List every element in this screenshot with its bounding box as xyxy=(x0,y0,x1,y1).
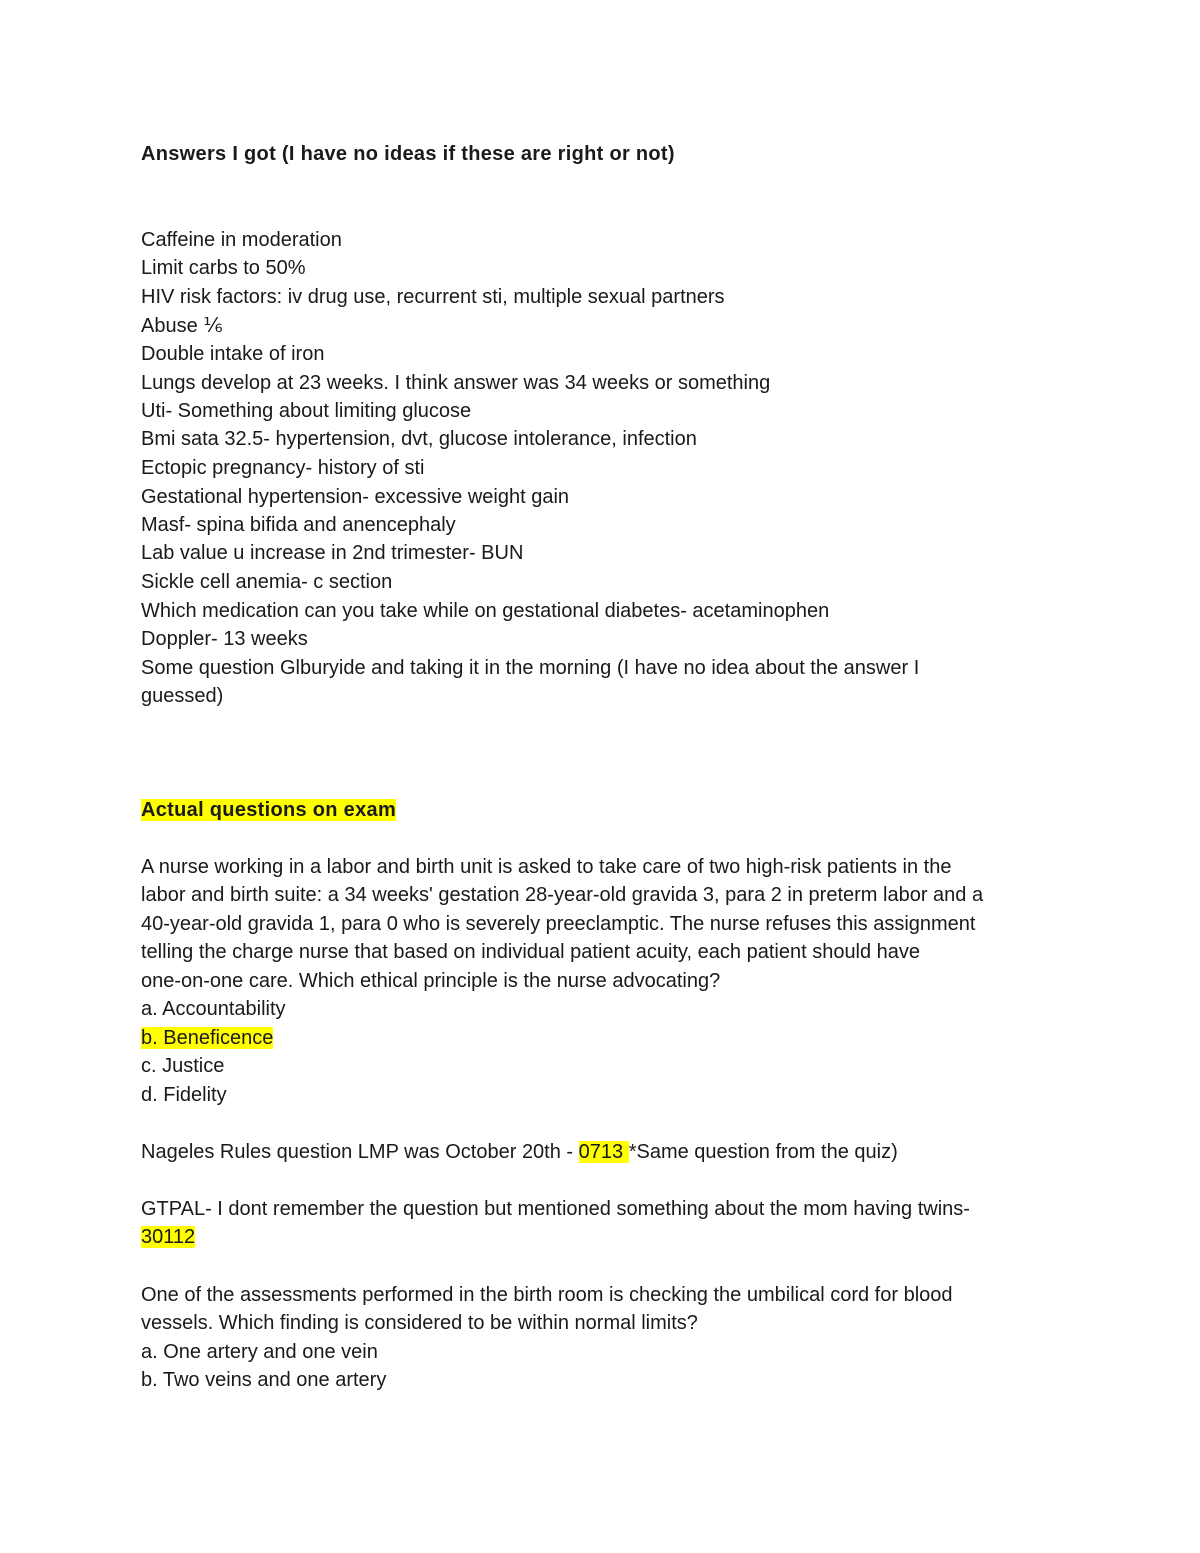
question-text: GTPAL- I dont remember the question but mentioned something about the mom having twins- xyxy=(141,1198,970,1220)
answer-line xyxy=(141,1223,195,1251)
answer-option: d. Fidelity xyxy=(141,1084,227,1106)
highlighted-answer: 30112 xyxy=(141,1226,196,1248)
list-item: Lab value u increase in 2nd trimester- BUN xyxy=(141,542,524,564)
question-text-start: Nageles Rules question LMP was October 20th - xyxy=(141,1141,579,1163)
list-item: Doppler- 13 weeks xyxy=(141,628,308,650)
question-text: telling the charge nurse that based on individual patient acuity, each patient should have xyxy=(141,941,921,963)
list-item: Caffeine in moderation xyxy=(141,229,342,251)
section-heading-exam xyxy=(141,796,396,824)
list-item: Some question Glburyide and taking it in the morning (I have no idea about the answer I xyxy=(141,657,920,679)
list-item: HIV risk factors: iv drug use, recurrent sti, multiple sexual partners xyxy=(141,286,725,308)
highlighted-answer: 0713 xyxy=(578,1141,629,1163)
section-heading-answers: Answers I got (I have no ideas if these are right or not) xyxy=(141,143,675,165)
list-item: Limit carbs to 50% xyxy=(141,257,306,279)
list-item: Bmi sata 32.5- hypertension, dvt, glucose intolerance, infection xyxy=(141,428,697,450)
list-item: Double intake of iron xyxy=(141,343,325,365)
question-text: One of the assessments performed in the birth room is checking the umbilical cord for blood xyxy=(141,1284,953,1306)
answer-option: a. One artery and one vein xyxy=(141,1341,378,1363)
question-text: one-on-one care. Which ethical principle is the nurse advocating? xyxy=(141,970,721,992)
list-item: Uti- Something about limiting glucose xyxy=(141,400,472,422)
list-item: Masf- spina bifida and anencephaly xyxy=(141,514,456,536)
answer-option: c. Justice xyxy=(141,1055,225,1077)
answer-option: a. Accountability xyxy=(141,998,286,1020)
list-item: Gestational hypertension- excessive weight gain xyxy=(141,486,570,508)
list-item: Which medication can you take while on gestational diabetes- acetaminophen xyxy=(141,600,830,622)
question-text: labor and birth suite: a 34 weeks' gestation 28-year-old gravida 3, para 2 in preterm labor and a xyxy=(141,884,984,906)
question-text-end: *Same question from the quiz) xyxy=(628,1141,898,1163)
answer-option-correct xyxy=(141,1024,273,1052)
highlighted-answer: b. Beneficence xyxy=(141,1027,274,1049)
highlighted-heading: Actual questions on exam xyxy=(141,799,397,821)
answer-option: b. Two veins and one artery xyxy=(141,1369,387,1391)
list-item: guessed) xyxy=(141,685,224,707)
list-item: Abuse ⅙ xyxy=(141,315,223,337)
list-item: Sickle cell anemia- c section xyxy=(141,571,393,593)
question-text: vessels. Which finding is considered to be within normal limits? xyxy=(141,1312,698,1334)
question-text: A nurse working in a labor and birth unit is asked to take care of two high-risk patients in the xyxy=(141,856,952,878)
list-item: Lungs develop at 23 weeks. I think answer was 34 weeks or something xyxy=(141,372,771,394)
question-text: 40-year-old gravida 1, para 0 who is severely preeclamptic. The nurse refuses this assignment xyxy=(141,913,976,935)
list-item: Ectopic pregnancy- history of sti xyxy=(141,457,425,479)
question-text xyxy=(141,1138,898,1166)
